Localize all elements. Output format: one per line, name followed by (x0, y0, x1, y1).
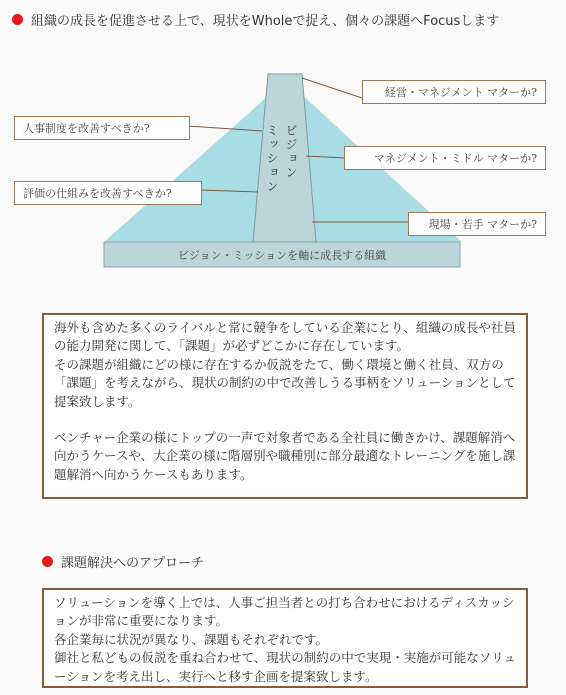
approach-paragraph-2: 各企業毎に状況が異なり、課題もそれぞれです。 (54, 631, 329, 647)
callout-field: 現場・若手 マターか? (408, 212, 546, 236)
callout-management: 経営・マネジメント マターか? (362, 80, 546, 104)
approach-textbox (42, 588, 528, 688)
bullet-icon (42, 556, 53, 567)
pillar-label-mission: ミッション (265, 124, 279, 194)
section-heading-text: 課題解決へのアプローチ (61, 556, 205, 571)
intro-paragraph-1: 海外も含めた多くのライバルと常に競争をしている企業にとり、組織の成長や社員の能力開発に関して、「課題」が必ずどこかに存在しています。 (54, 320, 516, 354)
intro-textbox (42, 313, 528, 499)
approach-paragraph-1: ソリューションを導く上では、人事ご担当者との打ち合わせにおけるディスカッションが非常に重要になります。 (54, 595, 515, 629)
intro-paragraph-2: その課題が組織にどの様に存在するか仮説をたて、働く環境と働く社員、双方の「課題」を考えながら、現状の制約の中で改善しうる事柄をソリューションとして提案致します。 (54, 356, 516, 409)
pillar-label-vision: ビジョン (284, 124, 298, 180)
section-heading-approach (42, 552, 204, 571)
callout-hr-system: 人事制度を改善すべきか? (14, 116, 190, 140)
base-label: ビジョン・ミッションを軸に成長する組織 (177, 249, 387, 262)
heading-text: 組織の成長を促進させる上で、現状をWholeで捉え、個々の課題へFocusします (31, 14, 500, 29)
intro-paragraph-3: ベンチャー企業の様にトップの一声で対象者である全社員に働きかけ、課題解消へ向かうケースや、大企業の様に階層別や職種別に部分最適なトレーニングを施し課題解消へ向かうケースもあります。 (54, 430, 516, 482)
callout-middle: マネジメント・ミドル マターか? (344, 146, 546, 170)
connector-line (302, 78, 365, 99)
approach-paragraph-3: 御社と私どもの仮説を重ね合わせて、現状の制約の中で実現・実施が可能なソリューションを考え出し、実行へと移す企画を提案致します。 (54, 650, 516, 684)
callout-evaluation: 評価の仕組みを改善すべきか? (14, 181, 202, 205)
